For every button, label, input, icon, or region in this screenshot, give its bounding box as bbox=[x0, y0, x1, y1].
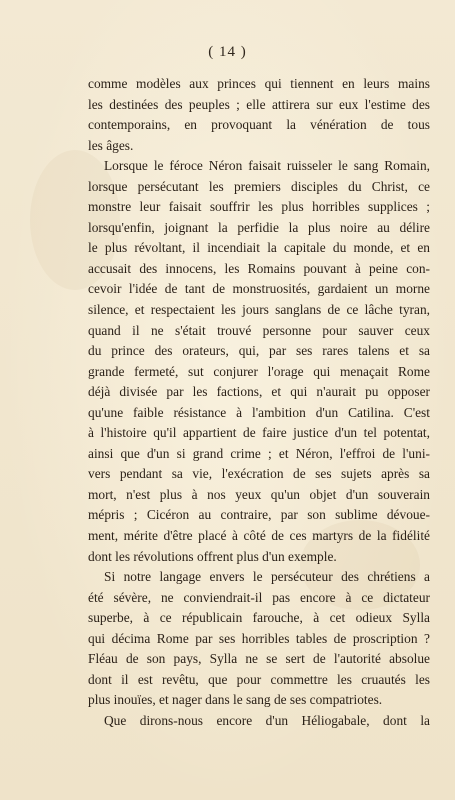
text-line: Fléau de son pays, Sylla ne se sert de l'autorité absolue bbox=[88, 651, 430, 667]
text-line: superbe, à ce républicain farouche, à cet odieux Sylla bbox=[88, 610, 430, 626]
text-line: plus inouïes, et nager dans le sang de ses compatriotes. bbox=[88, 692, 383, 708]
text-line: comme modèles aux princes qui tiennent en leurs mains bbox=[88, 76, 430, 91]
text-line: monstre leur faisait souffrir les plus horribles supplices ; bbox=[88, 199, 430, 215]
text-line: Si notre langage envers le persécuteur des chrétiens a bbox=[104, 569, 430, 585]
text-line: été sévère, ne conviendrait-il pas encore à ce dictateur bbox=[88, 589, 430, 605]
text-line: ment, mérite d'être placé à côté de ces martyrs de la fidélité bbox=[88, 528, 430, 544]
text-line: dont il est revêtu, que pour commettre les cruautés les bbox=[88, 671, 430, 687]
text-line: grande fermeté, sut conjurer l'orage qui menaçait Rome bbox=[88, 363, 430, 379]
text-line: quand il ne s'était trouvé personne pour sauver ceux bbox=[88, 322, 430, 338]
text-line: du prince des orateurs, qui, par ses rares talens et sa bbox=[88, 343, 430, 359]
text-line: le plus révoltant, il incendiait la capitale du monde, et en bbox=[88, 240, 430, 256]
text-line: ainsi que d'un si grand crime ; et Néron, l'effroi de l'uni- bbox=[88, 445, 430, 461]
text-line: cevoir l'idée de tant de monstruosités, gardaient un morne bbox=[88, 281, 430, 297]
text-line: vers pendant sa vie, l'exécration de ses sujets après sa bbox=[88, 466, 430, 482]
body-text bbox=[88, 74, 430, 732]
text-line: lorsque persécutant les premiers disciples du Christ, ce bbox=[88, 178, 430, 194]
text-line: dont les révolutions offrent plus d'un exemple. bbox=[88, 548, 337, 564]
text-line: qui décima Rome par ses horribles tables de proscription ? bbox=[88, 630, 430, 646]
text-line: à l'histoire qu'il appartient de faire justice d'un tel potentat, bbox=[88, 425, 430, 441]
text-line: les destinées des peuples ; elle attirera sur eux l'estime des bbox=[88, 96, 430, 112]
text-line: contemporains, en provoquant la vénération de tous bbox=[88, 117, 430, 133]
text-line: Lorsque le féroce Néron faisait ruisseler le sang Romain, bbox=[104, 158, 430, 174]
text-line: les âges. bbox=[88, 137, 134, 153]
text-line: Que dirons-nous encore d'un Héliogabale, dont la bbox=[104, 712, 430, 728]
text-line: mort, n'est plus à nos yeux qu'un objet d'un souverain bbox=[88, 486, 430, 502]
text-line: mépris ; Cicéron au contraire, par son sublime dévoue- bbox=[88, 507, 430, 523]
text-line: accusait des innocens, les Romains pouvant à peine con- bbox=[88, 260, 430, 276]
text-line: silence, et respectaient les jours sanglans de ce lâche tyran, bbox=[88, 302, 430, 318]
page-number: ( 14 ) bbox=[208, 44, 247, 60]
text-line: qu'une faible résistance à l'ambition d'un Catilina. C'est bbox=[88, 404, 430, 420]
text-line: déjà divisée par les factions, et qui n'aurait pu opposer bbox=[88, 384, 430, 400]
text-line: lorsqu'enfin, joignant la perfidie la plus noire au délire bbox=[88, 219, 430, 235]
